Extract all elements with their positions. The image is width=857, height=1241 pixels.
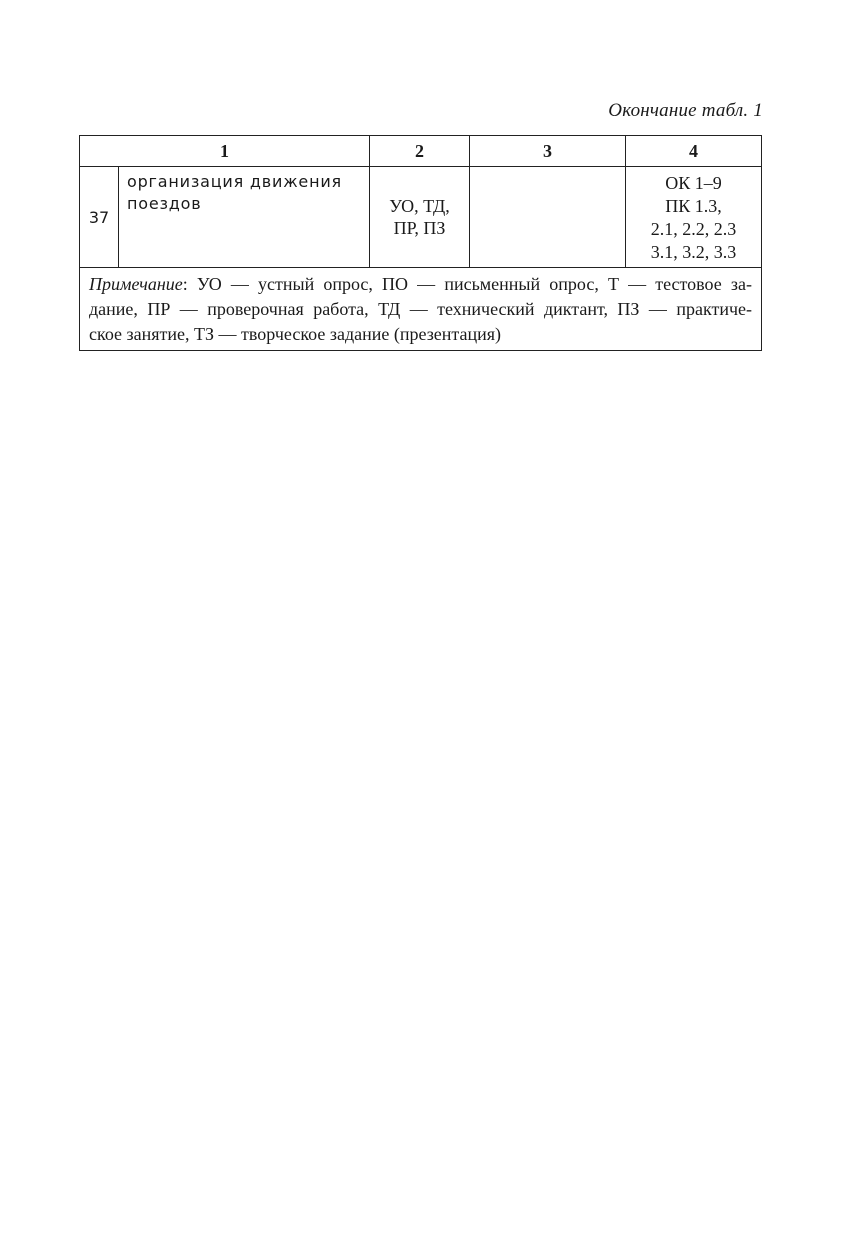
note-row — [80, 268, 762, 351]
row-number: 37 — [80, 167, 119, 268]
header-col-4: 4 — [626, 136, 762, 167]
table-caption: Окончание табл. 1 — [608, 100, 763, 121]
row-control-forms-line-2: ПР, ПЗ — [393, 218, 446, 238]
note-line-2: дание, ПР — проверочная работа, ТД — технический диктант, ПЗ — практиче- — [89, 299, 752, 319]
table-row — [80, 167, 762, 268]
note-line-1 — [89, 272, 752, 297]
row-control-forms — [370, 167, 470, 268]
note-line-3: ское занятие, ТЗ — творческое задание (презентация) — [89, 324, 502, 344]
header-col-1: 1 — [80, 136, 370, 167]
row-topic-line-1: организация движения — [127, 172, 342, 191]
row-control-forms-line-1: УО, ТД, — [389, 196, 450, 216]
header-col-3: 3 — [470, 136, 626, 167]
header-col-2: 2 — [370, 136, 470, 167]
row-competencies — [626, 167, 762, 268]
data-table — [79, 135, 762, 351]
competency-line: 2.1, 2.2, 2.3 — [650, 219, 737, 239]
table-header-row — [80, 136, 762, 167]
row-topic-line-2: поездов — [127, 194, 202, 213]
table-note — [80, 268, 762, 351]
note-label: Примечание — [89, 274, 183, 294]
row-topic — [119, 167, 370, 268]
competency-line: ПК 1.3, — [665, 196, 722, 216]
competency-line: ОК 1–9 — [665, 173, 722, 193]
note-text-1: : УО — устный опрос, ПО — письменный опрос, Т — тестовое за- — [182, 274, 752, 294]
row-col-3 — [470, 167, 626, 268]
competency-line: 3.1, 3.2, 3.3 — [650, 242, 737, 262]
